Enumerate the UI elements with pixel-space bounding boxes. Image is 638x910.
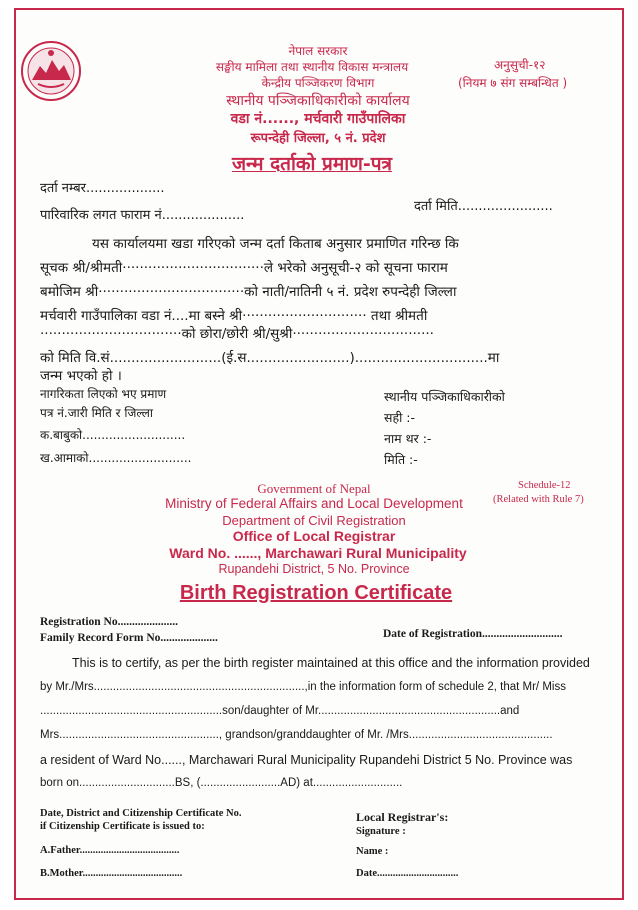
np-date-field: मिति :- <box>384 452 418 467</box>
en-header-line2: Ministry of Federal Affairs and Local Development <box>165 496 463 511</box>
en-body-line: by Mr./Mrs..................................................................,in the information form of schedule 2, that Mr/ Miss <box>40 681 566 693</box>
en-schedule: Schedule-12 <box>518 480 571 491</box>
nepal-emblem-icon <box>20 40 82 102</box>
np-father-field: क.बाबुको........................... <box>40 428 186 442</box>
np-registrar-label: स्थानीय पञ्जिकाधिकारीको <box>384 389 505 404</box>
np-header-line6: रूपन्देही जिल्ला, ५ नं. प्रदेश <box>250 131 386 146</box>
np-header-line4: स्थानीय पञ्जिकाधिकारीको कार्यालय <box>226 93 410 109</box>
np-header-line5: वडा नं......, मर्चवारी गाउँपालिका <box>230 111 406 127</box>
en-registration-number: Registration No..................... <box>40 616 178 628</box>
en-citizenship-label: if Citizenship Certificate is issued to: <box>40 821 205 832</box>
en-mother-field: B.Mother...................................... <box>40 868 183 879</box>
np-header-line1: नेपाल सरकार <box>288 44 348 58</box>
en-header-line5: Ward No. ......, Marchawari Rural Municipality <box>169 545 467 561</box>
np-body-line: ·································को छोरा/छोरी श्री/सुश्री································· <box>40 326 434 342</box>
en-certificate-title: Birth Registration Certificate <box>179 582 453 604</box>
en-header-line4: Office of Local Registrar <box>232 528 396 544</box>
np-body-line: बमोजिम श्री··································को नाती/नातिनी ५ नं. प्रदेश रुपन्देही जिल्ला <box>40 284 457 300</box>
en-body-line: born on..............................BS, (.........................AD) at............................ <box>40 777 403 789</box>
en-registrar-label: Local Registrar's: <box>356 810 449 824</box>
np-body-line: जन्म भएको हो । <box>40 368 122 384</box>
en-name-field: Name : <box>356 846 389 857</box>
en-header-line6: Rupandehi District, 5 No. Province <box>218 562 410 576</box>
en-family-form: Family Record Form No.................... <box>40 632 218 644</box>
en-date-field: Date............................... <box>356 868 459 879</box>
np-body-line: यस कार्यालयमा खडा गरिएको जन्म दर्ता किताब अनुसार प्रमाणित गरिन्छ कि <box>92 236 459 252</box>
en-rule: (Related with Rule 7) <box>493 494 584 505</box>
np-certificate-title: जन्म दर्ताको प्रमाण-पत्र <box>231 153 393 175</box>
np-registration-date: दर्ता मिति....................... <box>414 199 553 214</box>
np-header-line3: केन्द्रीय पञ्जिकरण विभाग <box>261 76 375 90</box>
np-family-form: पारिवारिक लगत फाराम नं.................... <box>40 208 245 223</box>
en-header-line3: Department of Civil Registration <box>222 513 406 528</box>
en-body-line: .........................................................son/daughter of Mr.........................................................and <box>40 705 520 717</box>
np-body-line: को मिति वि.सं..........................(ई.स........................)...............................मा <box>40 350 500 366</box>
np-signature-field: सही :- <box>384 410 416 425</box>
en-body-line: This is to certify, as per the birth register maintained at this office and the information provided <box>72 656 590 670</box>
np-rule: (नियम ७ संग सम्बन्धित ) <box>458 76 568 90</box>
en-body-line: a resident of Ward No......, Marchawari Rural Municipality Rupandehi District 5 No. Province was <box>40 753 573 767</box>
en-citizenship-label: Date, District and Citizenship Certificate No. <box>40 808 242 819</box>
np-schedule: अनुसुची-१२ <box>494 58 546 72</box>
np-body-line: मर्चवारी गाउँपालिका वडा नं....मा बस्ने श्री····························· तथा श्रीमती <box>40 308 428 324</box>
np-body-line: सूचक श्री/श्रीमती·································ले भरेको अनुसूची-२ को सूचना फाराम <box>40 260 448 276</box>
np-citizenship-label: पत्र नं.जारी मिति र जिल्ला <box>40 406 154 420</box>
np-header-line2: सङ्घीय मामिला तथा स्थानीय विकास मन्त्रालय <box>215 60 409 74</box>
np-citizenship-label: नागरिकता लिएको भए प्रमाण <box>40 387 167 401</box>
en-signature-field: Signature : <box>356 826 406 837</box>
en-registration-date: Date of Registration............................ <box>383 628 563 640</box>
np-registration-number: दर्ता नम्बर................... <box>40 181 165 196</box>
en-father-field: A.Father...................................... <box>40 845 180 856</box>
en-body-line: Mrs.................................................., grandson/granddaughter of Mr. /Mrs............................................. <box>40 729 553 741</box>
en-header-line1: Government of Nepal <box>257 481 371 496</box>
np-name-field: नाम थर :- <box>384 431 432 446</box>
np-mother-field: ख.आमाको........................... <box>40 451 192 465</box>
